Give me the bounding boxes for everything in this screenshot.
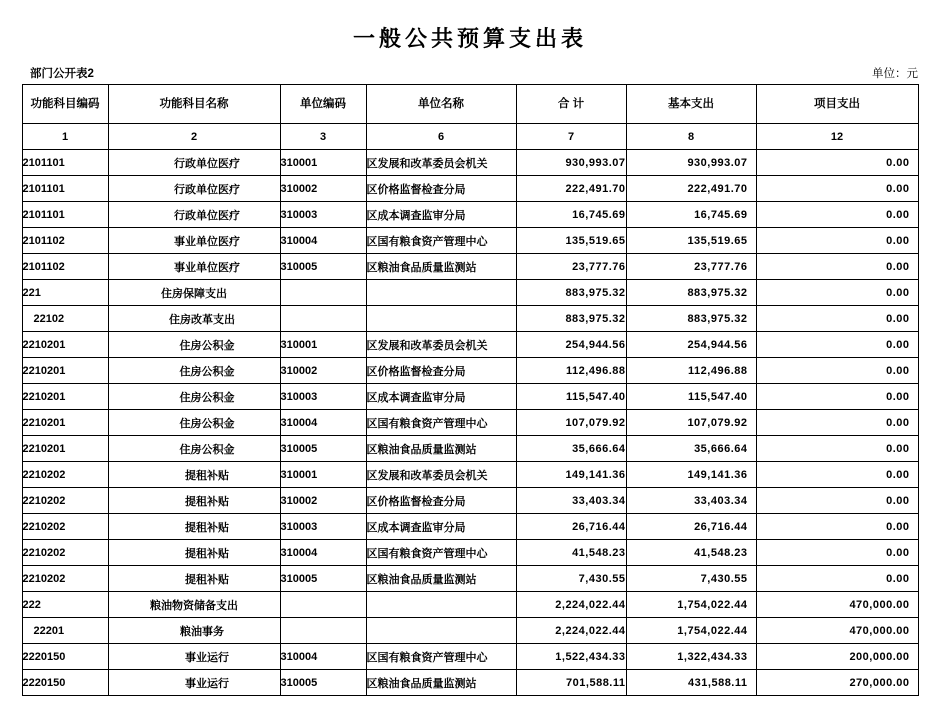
cell-functional-code: 2220150	[22, 644, 108, 670]
cell-basic-expenditure: 431,588.11	[626, 670, 756, 696]
cell-functional-name: 粮油物资储备支出	[108, 592, 280, 618]
cell-total: 2,224,022.44	[516, 592, 626, 618]
cell-total: 112,496.88	[516, 358, 626, 384]
cell-functional-code: 2220150	[22, 670, 108, 696]
cell-basic-expenditure: 115,547.40	[626, 384, 756, 410]
cell-basic-expenditure: 930,993.07	[626, 150, 756, 176]
cell-functional-code: 2101101	[22, 150, 108, 176]
cell-project-expenditure: 0.00	[756, 306, 918, 332]
cell-basic-expenditure: 16,745.69	[626, 202, 756, 228]
table-row	[22, 592, 918, 618]
table-row	[22, 670, 918, 696]
cell-unit-name	[366, 306, 516, 332]
colnum-1: 1	[22, 124, 108, 150]
cell-functional-name: 住房改革支出	[108, 306, 280, 332]
cell-unit-code: 310004	[280, 540, 366, 566]
cell-unit-name: 区国有粮食资产管理中心	[366, 228, 516, 254]
table-row	[22, 436, 918, 462]
cell-functional-name: 事业单位医疗	[108, 228, 280, 254]
table-row	[22, 358, 918, 384]
cell-unit-name	[366, 592, 516, 618]
cell-functional-name: 提租补贴	[108, 462, 280, 488]
cell-project-expenditure: 0.00	[756, 254, 918, 280]
cell-basic-expenditure: 35,666.64	[626, 436, 756, 462]
table-row	[22, 540, 918, 566]
cell-functional-name: 提租补贴	[108, 540, 280, 566]
cell-unit-code: 310004	[280, 644, 366, 670]
cell-unit-name: 区发展和改革委员会机关	[366, 462, 516, 488]
cell-basic-expenditure: 33,403.34	[626, 488, 756, 514]
cell-basic-expenditure: 1,322,434.33	[626, 644, 756, 670]
cell-unit-name: 区成本调查监审分局	[366, 202, 516, 228]
column-number-row	[22, 124, 918, 150]
table-row	[22, 514, 918, 540]
cell-total: 2,224,022.44	[516, 618, 626, 644]
header-functional-name: 功能科目名称	[108, 85, 280, 124]
cell-unit-name: 区粮油食品质量监测站	[366, 254, 516, 280]
cell-unit-code: 310001	[280, 462, 366, 488]
table-row	[22, 566, 918, 592]
cell-unit-name: 区国有粮食资产管理中心	[366, 410, 516, 436]
header-total: 合 计	[516, 85, 626, 124]
cell-total: 883,975.32	[516, 280, 626, 306]
cell-unit-code: 310001	[280, 332, 366, 358]
cell-total: 149,141.36	[516, 462, 626, 488]
cell-basic-expenditure: 7,430.55	[626, 566, 756, 592]
cell-project-expenditure: 200,000.00	[756, 644, 918, 670]
cell-project-expenditure: 0.00	[756, 540, 918, 566]
cell-unit-code: 310002	[280, 176, 366, 202]
header-row	[22, 85, 918, 124]
cell-functional-name: 事业单位医疗	[108, 254, 280, 280]
cell-functional-name: 住房公积金	[108, 410, 280, 436]
table-row	[22, 384, 918, 410]
cell-total: 26,716.44	[516, 514, 626, 540]
cell-total: 23,777.76	[516, 254, 626, 280]
table-row	[22, 202, 918, 228]
page-title: 一般公共预算支出表	[352, 26, 587, 51]
cell-project-expenditure: 0.00	[756, 566, 918, 592]
cell-unit-name	[366, 618, 516, 644]
table-row	[22, 280, 918, 306]
cell-unit-code	[280, 280, 366, 306]
cell-functional-code: 2210201	[22, 384, 108, 410]
cell-total: 254,944.56	[516, 332, 626, 358]
cell-project-expenditure: 270,000.00	[756, 670, 918, 696]
cell-functional-name: 行政单位医疗	[108, 202, 280, 228]
cell-functional-name: 行政单位医疗	[108, 176, 280, 202]
cell-unit-code: 310005	[280, 436, 366, 462]
table-header	[22, 85, 918, 150]
cell-unit-code	[280, 306, 366, 332]
cell-total: 33,403.34	[516, 488, 626, 514]
cell-unit-name: 区价格监督检查分局	[366, 358, 516, 384]
cell-basic-expenditure: 254,944.56	[626, 332, 756, 358]
cell-functional-code: 2210202	[22, 462, 108, 488]
cell-project-expenditure: 0.00	[756, 202, 918, 228]
cell-unit-name: 区成本调查监审分局	[366, 514, 516, 540]
header-project-expenditure: 项目支出	[756, 85, 918, 124]
colnum-8: 8	[626, 124, 756, 150]
cell-functional-code: 2210201	[22, 358, 108, 384]
cell-functional-code: 2101101	[22, 176, 108, 202]
header-functional-code: 功能科目编码	[22, 85, 108, 124]
table-row	[22, 462, 918, 488]
cell-total: 16,745.69	[516, 202, 626, 228]
cell-basic-expenditure: 883,975.32	[626, 280, 756, 306]
cell-project-expenditure: 0.00	[756, 384, 918, 410]
header-unit-name: 单位名称	[366, 85, 516, 124]
cell-unit-name: 区国有粮食资产管理中心	[366, 540, 516, 566]
table-row	[22, 488, 918, 514]
table-row	[22, 306, 918, 332]
cell-total: 107,079.92	[516, 410, 626, 436]
cell-total: 7,430.55	[516, 566, 626, 592]
cell-total: 883,975.32	[516, 306, 626, 332]
cell-functional-code: 2210202	[22, 488, 108, 514]
budget-table	[22, 84, 919, 696]
cell-total: 135,519.65	[516, 228, 626, 254]
cell-unit-code: 310002	[280, 358, 366, 384]
cell-unit-name: 区粮油食品质量监测站	[366, 566, 516, 592]
table-row	[22, 228, 918, 254]
cell-unit-code: 310004	[280, 410, 366, 436]
cell-basic-expenditure: 135,519.65	[626, 228, 756, 254]
cell-functional-code: 2210201	[22, 436, 108, 462]
cell-unit-code: 310003	[280, 384, 366, 410]
cell-basic-expenditure: 1,754,022.44	[626, 618, 756, 644]
cell-unit-name: 区发展和改革委员会机关	[366, 150, 516, 176]
cell-basic-expenditure: 26,716.44	[626, 514, 756, 540]
cell-basic-expenditure: 23,777.76	[626, 254, 756, 280]
cell-total: 701,588.11	[516, 670, 626, 696]
cell-project-expenditure: 0.00	[756, 358, 918, 384]
cell-unit-name: 区价格监督检查分局	[366, 176, 516, 202]
colnum-6: 6	[366, 124, 516, 150]
cell-functional-name: 住房公积金	[108, 384, 280, 410]
cell-basic-expenditure: 883,975.32	[626, 306, 756, 332]
cell-unit-code	[280, 592, 366, 618]
cell-total: 35,666.64	[516, 436, 626, 462]
cell-unit-name: 区国有粮食资产管理中心	[366, 644, 516, 670]
cell-functional-code: 2210202	[22, 514, 108, 540]
cell-functional-name: 提租补贴	[108, 514, 280, 540]
cell-project-expenditure: 0.00	[756, 332, 918, 358]
cell-functional-name: 提租补贴	[108, 488, 280, 514]
colnum-7: 7	[516, 124, 626, 150]
cell-functional-name: 粮油事务	[108, 618, 280, 644]
table-row	[22, 332, 918, 358]
cell-project-expenditure: 0.00	[756, 488, 918, 514]
table-row	[22, 254, 918, 280]
cell-unit-code	[280, 618, 366, 644]
cell-total: 222,491.70	[516, 176, 626, 202]
cell-project-expenditure: 0.00	[756, 462, 918, 488]
cell-project-expenditure: 470,000.00	[756, 592, 918, 618]
cell-functional-code: 222	[22, 592, 108, 618]
cell-functional-code: 22201	[22, 618, 108, 644]
cell-project-expenditure: 0.00	[756, 436, 918, 462]
cell-total: 1,522,434.33	[516, 644, 626, 670]
colnum-12: 12	[756, 124, 918, 150]
cell-functional-name: 住房保障支出	[108, 280, 280, 306]
cell-functional-code: 2210201	[22, 410, 108, 436]
cell-unit-name: 区粮油食品质量监测站	[366, 436, 516, 462]
cell-project-expenditure: 470,000.00	[756, 618, 918, 644]
cell-total: 115,547.40	[516, 384, 626, 410]
cell-project-expenditure: 0.00	[756, 410, 918, 436]
cell-total: 41,548.23	[516, 540, 626, 566]
cell-unit-code: 310002	[280, 488, 366, 514]
cell-functional-code: 2210202	[22, 540, 108, 566]
cell-project-expenditure: 0.00	[756, 176, 918, 202]
cell-basic-expenditure: 222,491.70	[626, 176, 756, 202]
table-row	[22, 410, 918, 436]
colnum-3: 3	[280, 124, 366, 150]
cell-basic-expenditure: 41,548.23	[626, 540, 756, 566]
cell-basic-expenditure: 149,141.36	[626, 462, 756, 488]
cell-project-expenditure: 0.00	[756, 514, 918, 540]
cell-unit-name: 区粮油食品质量监测站	[366, 670, 516, 696]
cell-functional-code: 2101102	[22, 228, 108, 254]
cell-unit-name	[366, 280, 516, 306]
table-row	[22, 618, 918, 644]
table-row	[22, 644, 918, 670]
cell-functional-name: 住房公积金	[108, 358, 280, 384]
cell-functional-code: 2210201	[22, 332, 108, 358]
cell-functional-code: 2101101	[22, 202, 108, 228]
cell-functional-code: 2210202	[22, 566, 108, 592]
colnum-2: 2	[108, 124, 280, 150]
cell-functional-name: 事业运行	[108, 644, 280, 670]
cell-total: 930,993.07	[516, 150, 626, 176]
cell-project-expenditure: 0.00	[756, 228, 918, 254]
cell-functional-code: 2101102	[22, 254, 108, 280]
cell-functional-code: 221	[22, 280, 108, 306]
table-body	[22, 150, 918, 696]
cell-unit-name: 区价格监督检查分局	[366, 488, 516, 514]
cell-basic-expenditure: 112,496.88	[626, 358, 756, 384]
table-row	[22, 150, 918, 176]
header-unit-code: 单位编码	[280, 85, 366, 124]
form-label: 部门公开表2	[30, 68, 94, 80]
cell-basic-expenditure: 107,079.92	[626, 410, 756, 436]
cell-functional-name: 行政单位医疗	[108, 150, 280, 176]
cell-project-expenditure: 0.00	[756, 150, 918, 176]
table-row	[22, 176, 918, 202]
unit-label: 单位：元	[872, 68, 918, 80]
cell-functional-name: 提租补贴	[108, 566, 280, 592]
cell-unit-name: 区发展和改革委员会机关	[366, 332, 516, 358]
cell-functional-name: 事业运行	[108, 670, 280, 696]
cell-functional-name: 住房公积金	[108, 436, 280, 462]
cell-project-expenditure: 0.00	[756, 280, 918, 306]
cell-unit-code: 310003	[280, 514, 366, 540]
cell-unit-code: 310003	[280, 202, 366, 228]
cell-unit-code: 310001	[280, 150, 366, 176]
cell-unit-name: 区成本调查监审分局	[366, 384, 516, 410]
meta-row	[0, 59, 940, 84]
cell-functional-code: 22102	[22, 306, 108, 332]
cell-unit-code: 310004	[280, 228, 366, 254]
cell-basic-expenditure: 1,754,022.44	[626, 592, 756, 618]
cell-functional-name: 住房公积金	[108, 332, 280, 358]
cell-unit-code: 310005	[280, 566, 366, 592]
header-basic-expenditure: 基本支出	[626, 85, 756, 124]
cell-unit-code: 310005	[280, 670, 366, 696]
cell-unit-code: 310005	[280, 254, 366, 280]
